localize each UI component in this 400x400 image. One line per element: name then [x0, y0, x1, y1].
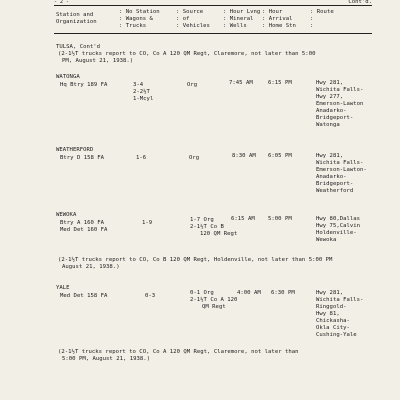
wewoka-note-line-2: August 21, 1938.) — [62, 264, 120, 270]
yale-route-2: Wichita Falls- — [316, 297, 364, 303]
section-title-watonga: WATONGA — [56, 74, 80, 80]
weatherford-route-2: Wichita Falls- — [316, 160, 364, 166]
watonga-arrive: 6:15 PM — [268, 80, 292, 86]
watonga-route-7: Watonga — [316, 122, 340, 128]
yale-route-7: Cushing-Yale — [316, 332, 357, 338]
watonga-leave: 7:45 AM — [229, 80, 253, 86]
col-header-station-2: Organization — [56, 19, 97, 25]
col-header-route-1: : Route — [310, 9, 334, 15]
col-header-wagons-1: : No Station — [119, 9, 160, 15]
wewoka-wagons: 1-9 — [142, 220, 153, 226]
yale-route-6: Okla City- — [316, 325, 350, 331]
weatherford-wagons: 1-6 — [136, 155, 147, 161]
section-title-tulsa: TULSA, Cont'd — [56, 44, 101, 50]
col-header-wagons-3: : Trucks — [119, 23, 147, 29]
col-header-leave-1: : Hour Lvng — [223, 9, 261, 15]
yale-route-3: Ringgold- — [316, 304, 347, 310]
watonga-route-6: Bridgeport- — [316, 115, 354, 121]
col-header-route-3: : — [310, 23, 314, 29]
watonga-wagons-3: 1-Mcyl — [133, 96, 154, 102]
yale-route-1: Hwy 281, — [316, 290, 344, 296]
wewoka-source-1: 1-7 Org — [190, 217, 214, 223]
yale-note-line-1: (2-1½T trucks report to CO, Co A 120 QM Regt, Claremore, not later than — [58, 349, 299, 355]
yale-org: Med Det 158 FA — [60, 293, 108, 299]
yale-leave: 4:00 AM — [237, 290, 261, 296]
wewoka-note-line-1: (2-1½T trucks report to CO, Co B 120 QM Regt, Holdenville, not later than 5:00 PM — [58, 257, 333, 263]
col-header-leave-2: : Mineral — [223, 16, 254, 22]
watonga-wagons-1: 3-4 — [133, 82, 144, 88]
weatherford-arrive: 6:05 PM — [268, 153, 292, 159]
col-header-arrive-1: : Hour — [262, 9, 283, 15]
watonga-route-2: Wichita Falls- — [316, 87, 364, 93]
wewoka-route-4: Wewoka — [316, 237, 337, 243]
yale-source-1: 0-1 Org — [190, 290, 214, 296]
watonga-route-3: Hwy 277, — [316, 94, 344, 100]
wewoka-route-2: Hwy 75,Calvin — [316, 223, 361, 229]
col-header-source-2: : of — [176, 16, 190, 22]
wewoka-route-1: Hwy 80,Dallas — [316, 216, 361, 222]
wewoka-leave: 6:15 AM — [231, 216, 255, 222]
col-header-leave-3: : Wells — [223, 23, 247, 29]
tulsa-note-line-1: (2-1½T trucks report to CO, Co A 120 QM Regt, Claremore, not later than 5:00 — [58, 51, 316, 57]
weatherford-route-4: Anadarko- — [316, 174, 347, 180]
weatherford-route-3: Emerson-Lawton- — [316, 167, 367, 173]
weatherford-route-1: Hwy 281, — [316, 153, 344, 159]
yale-route-4: Hwy 81, — [316, 311, 340, 317]
section-title-yale: YALE — [56, 285, 70, 291]
yale-wagons: 0-3 — [145, 293, 156, 299]
yale-arrive: 6:30 PM — [271, 290, 295, 296]
header-rule-top — [54, 5, 372, 6]
col-header-arrive-2: : Arrival — [262, 16, 293, 22]
watonga-route-4: Emerson-Lawton — [316, 101, 364, 107]
weatherford-route-6: Weatherford — [316, 188, 354, 194]
col-header-wagons-2: : Wagons & — [119, 16, 153, 22]
weatherford-source: Org — [189, 155, 200, 161]
header-rule-bottom — [54, 33, 372, 34]
watonga-org: Hq Btry 189 FA — [60, 82, 108, 88]
section-title-wewoka: WEWOKA — [56, 212, 77, 218]
watonga-route-1: Hwy 281, — [316, 80, 344, 86]
col-header-source-1: : Source — [176, 9, 204, 15]
wewoka-org-2: Med Det 160 FA — [60, 227, 108, 233]
col-header-route-2: : — [310, 16, 314, 22]
col-header-arrive-3: : Home Stn — [262, 23, 296, 29]
wewoka-org-1: Btry A 160 FA — [60, 220, 105, 226]
weatherford-route-5: Bridgeport- — [316, 181, 354, 187]
yale-source-2: 2-1½T Co A 120 — [190, 297, 238, 303]
section-title-weatherford: WEATHERFORD — [56, 147, 94, 153]
watonga-route-5: Anadarko- — [316, 108, 347, 114]
weatherford-org: Btry D 158 FA — [60, 155, 105, 161]
yale-note-line-2: 5:00 PM, August 21, 1938.) — [62, 356, 151, 362]
watonga-source: Org — [187, 82, 198, 88]
continued-label: Cont'd. — [348, 0, 372, 5]
wewoka-arrive: 5:00 PM — [268, 216, 292, 222]
wewoka-source-3: 120 QM Regt — [200, 231, 238, 237]
watonga-wagons-2: 2-2½T — [133, 89, 150, 95]
wewoka-route-3: Holdenville- — [316, 230, 357, 236]
wewoka-source-2: 2-1½T Co B — [190, 224, 224, 230]
col-header-source-3: : Vehicles — [176, 23, 210, 29]
weatherford-leave: 8:30 AM — [232, 153, 256, 159]
yale-route-5: Chickasha- — [316, 318, 350, 324]
tulsa-note-line-2: PM, August 21, 1938.) — [62, 58, 134, 64]
page-number: - 2 - — [54, 0, 70, 5]
page-top-strip — [54, 0, 372, 4]
yale-source-3: QM Regt — [202, 304, 226, 310]
col-header-station-1: Station and — [56, 12, 94, 18]
